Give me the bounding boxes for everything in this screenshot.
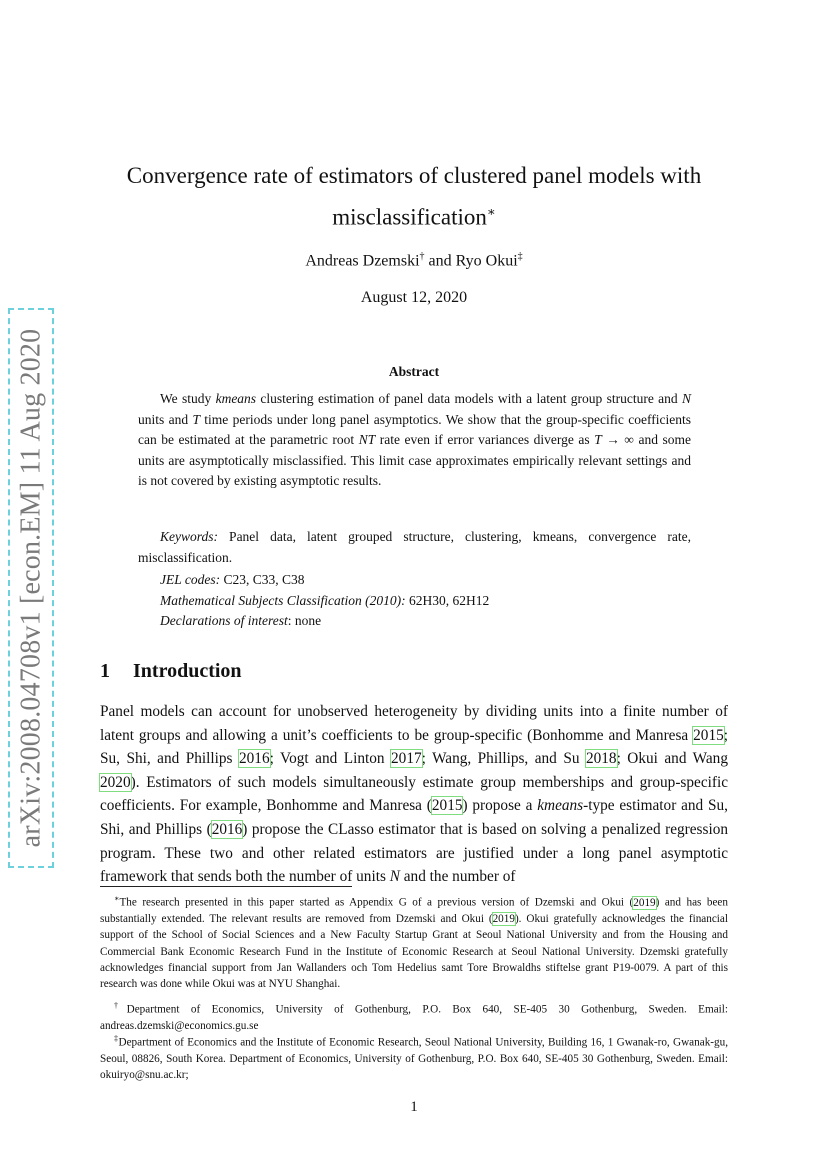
intro-text: ). Estimators of such models simultaneously estimate group memberships and group-specific coefficients. For example, Bonhomme and Manresa ( [100, 773, 728, 815]
author-2-marker[interactable]: ‡ [517, 251, 523, 262]
title-line-2: misclassification [332, 204, 487, 230]
abstract-part: We study [160, 391, 216, 406]
keywords-text: Panel data, latent grouped structure, clustering, kmeans, convergence rate, misclassification. [138, 529, 691, 565]
jel-label: JEL codes: [160, 572, 221, 587]
citation-link[interactable]: 2016 [239, 750, 270, 768]
title-line-1: Convergence rate of estimators of clustered panel models with [126, 163, 702, 188]
abstract-heading: Abstract [388, 364, 440, 379]
intro-text: ; Vogt and Linton [269, 750, 392, 768]
footnote-text: ). Okui gratefully acknowledges the financial support of the School of Social Sciences and a New Faculty Startup Grant at Seoul National University and from the Housing and Commercial Bank Economic Research Fund in the Institute of Economic Research at Seoul National University. Dzemski gratefully acknowledges financial support from Jan Wallanders och Tom Hedelius samt Tore Browaldhs stiftelse grant P19-0079. A part of this research was done while Okui was at NYU Shanghai. [100, 913, 728, 991]
arxiv-stamp-text: arXiv:2008.04708v1 [econ.EM] 11 Aug 2020 [15, 328, 47, 848]
author-2: Ryo Okui [455, 252, 518, 270]
intro-text: ; Wang, Phillips, and Su [421, 750, 586, 768]
jel-text: C23, C33, C38 [220, 572, 305, 587]
declarations-text: : none [287, 613, 322, 628]
citation-link[interactable]: 2017 [391, 750, 422, 768]
authors [100, 251, 728, 270]
msc-label: Mathematical Subjects Classification (2010): [160, 593, 406, 608]
abstract-part: and some units are asymptotically misclassified. This limit case approximates empirically relevant settings and is not covered by existing asymptotic results. [138, 432, 692, 488]
jel-codes [160, 570, 305, 590]
abstract-part: clustering estimation of panel data models with a latent group structure and [256, 391, 682, 406]
section-title: Introduction [133, 660, 242, 682]
abstract-math-nt: NT [358, 432, 376, 447]
footnote-text: Department of Economics and the Institute of Economic Research, Seoul National University, Building 16, 1 Gwanak-ro, Gwanak-gu, Seoul, 08826, South Korea. Department of Economics, University of Gothenburg, P.O. Box 640, SE-405 30 Gothenburg, Sweden. Email: okuiryo@snu.ac.kr; [100, 1036, 729, 1082]
intro-text: -type estimator and Su, Shi, and Phillips ( [100, 797, 728, 838]
msc-codes [160, 591, 489, 611]
citation-link[interactable]: 2015 [431, 797, 463, 815]
abstract-kmeans: kmeans [215, 391, 257, 406]
msc-text: 62H30, 62H12 [405, 593, 490, 608]
abstract-part: units and [138, 411, 193, 427]
intro-text: ) propose a [462, 797, 538, 815]
section-number: 1 [100, 660, 110, 682]
intro-paragraph [100, 700, 728, 889]
declarations-label: Declarations of interest [160, 613, 288, 628]
abstract-math-t: T [192, 411, 200, 427]
keywords [138, 526, 691, 568]
citation-link[interactable]: 2020 [100, 773, 131, 791]
footnote-text: ) and has been substantially extended. The relevant results are removed from Dzemski and Okui ( [100, 896, 728, 926]
section-heading [100, 660, 242, 683]
footnote-1-marker: ∗ [114, 894, 120, 903]
citation-link[interactable]: 2016 [211, 820, 243, 838]
abstract-math-n: N [681, 391, 691, 406]
keywords-label: Keywords: [160, 529, 218, 544]
citation-link[interactable]: 2019 [633, 896, 656, 909]
author-1: Andreas Dzemski [305, 252, 420, 270]
abstract-text [138, 389, 691, 492]
footnote-2-marker: † [114, 1001, 127, 1010]
footnote-rule [100, 886, 352, 887]
intro-kmeans: kmeans [537, 797, 584, 815]
intro-text: and the number of [399, 868, 516, 886]
footnote-3 [100, 1031, 728, 1084]
footnote-1 [100, 891, 728, 993]
page-number: 1 [410, 1099, 418, 1115]
intro-math-n: N [389, 868, 400, 886]
footnote-2 [100, 998, 728, 1034]
intro-text: Panel models can account for unobserved heterogeneity by dividing units into a finite number of latent groups and allowing a unit’s coefficients to be group-specific (Bonhomme and Manresa [100, 703, 728, 744]
abstract-math-t: T [594, 432, 602, 447]
abstract-math-arrow: → ∞ [601, 432, 634, 447]
citation-link[interactable]: 2015 [693, 726, 724, 744]
citation-link[interactable]: 2018 [585, 750, 617, 768]
author-1-marker[interactable]: † [419, 251, 425, 262]
intro-text: ) propose the CLasso estimator that is based on solving a penalized regression program. These two and other related estimators are justified under a long panel asymptotic framework that sends both the number of units [100, 820, 728, 886]
intro-text: ; Su, Shi, and Phillips [100, 726, 728, 768]
citation-link[interactable]: 2019 [492, 913, 515, 926]
paper-title [100, 158, 728, 236]
declarations [160, 611, 321, 631]
footnote-text: The research presented in this paper started as Appendix G of a previous version of Dzemski and Okui ( [119, 896, 634, 909]
arxiv-stamp[interactable] [8, 308, 54, 868]
footnote-3-marker: ‡ [114, 1034, 119, 1043]
paper-date: August 12, 2020 [360, 289, 468, 306]
abstract-part: time periods under long panel asymptotics. We show that the group-specific coefficients can be estimated at the parametric root [138, 411, 691, 447]
intro-text: ; Okui and Wang [616, 750, 728, 768]
footnote-text: Department of Economics, University of Gothenburg, P.O. Box 640, SE-405 30 Gothenburg, Sweden. Email: andreas.dzemski@economics.gu.se [100, 1003, 728, 1033]
title-footnote-marker[interactable]: ∗ [486, 204, 496, 219]
abstract-part: rate even if error variances diverge as [375, 432, 595, 447]
authors-and: and [428, 252, 452, 270]
